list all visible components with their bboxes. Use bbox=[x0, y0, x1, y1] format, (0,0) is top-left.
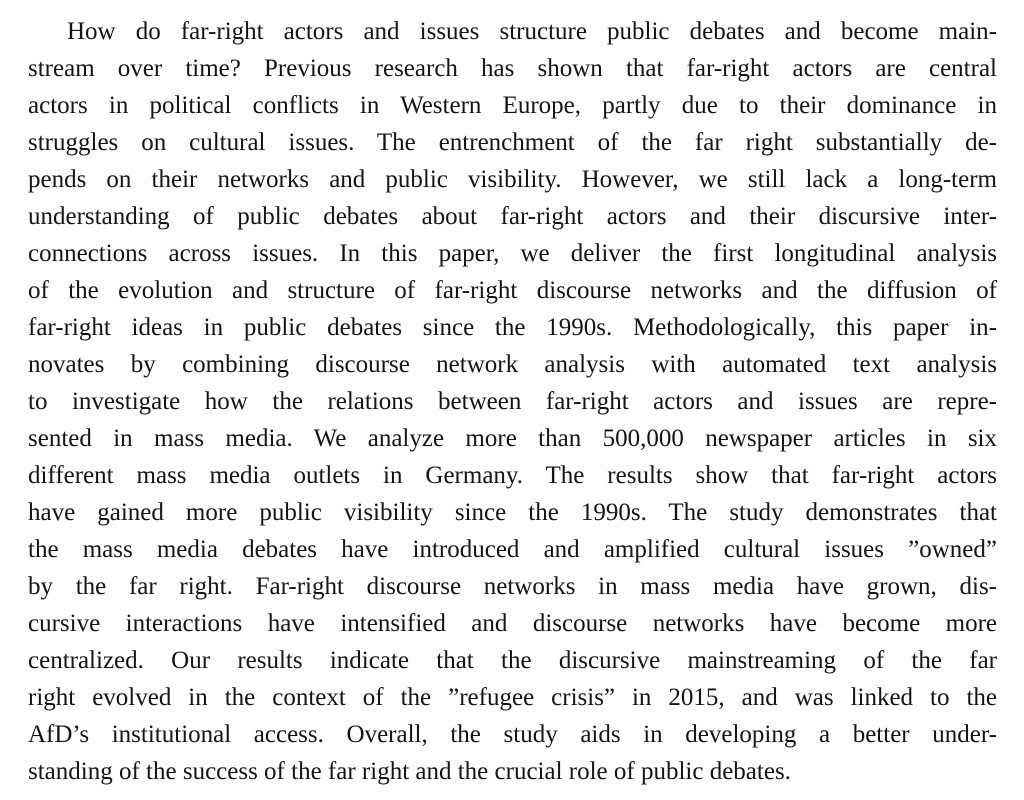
abstract-line: actors in political conflicts in Western Europe, partly due to their dominance in bbox=[28, 92, 997, 119]
abstract-line: far-right ideas in public debates since the 1990s. Methodologically, this paper in- bbox=[28, 314, 997, 341]
abstract-line: pends on their networks and public visibility. However, we still lack a long-term bbox=[28, 166, 997, 193]
abstract-line: stream over time? Previous research has shown that far-right actors are central bbox=[28, 55, 997, 82]
abstract-line: standing of the success of the far right and the crucial role of public debates. bbox=[28, 758, 791, 785]
abstract-line: right evolved in the context of the ”refugee crisis” in 2015, and was linked to the bbox=[28, 684, 997, 711]
abstract-line: novates by combining discourse network analysis with automated text analysis bbox=[28, 351, 997, 378]
abstract-paragraph bbox=[28, 13, 997, 790]
abstract-line: by the far right. Far-right discourse networks in mass media have grown, dis- bbox=[28, 573, 997, 600]
abstract-line: cursive interactions have intensified and discourse networks have become more bbox=[28, 610, 997, 637]
abstract-line: AfD’s institutional access. Overall, the study aids in developing a better under- bbox=[28, 721, 997, 748]
abstract-line: How do far-right actors and issues structure public debates and become main- bbox=[67, 18, 997, 45]
abstract-line: connections across issues. In this paper, we deliver the first longitudinal analysis bbox=[28, 240, 997, 267]
abstract-line: sented in mass media. We analyze more than 500,000 newspaper articles in six bbox=[28, 425, 997, 452]
abstract-line: the mass media debates have introduced and amplified cultural issues ”owned” bbox=[28, 536, 997, 563]
abstract-line: to investigate how the relations between far-right actors and issues are repre- bbox=[28, 388, 997, 415]
abstract-line: centralized. Our results indicate that the discursive mainstreaming of the far bbox=[28, 647, 997, 674]
abstract-line: of the evolution and structure of far-right discourse networks and the diffusion of bbox=[28, 277, 997, 304]
abstract-line: understanding of public debates about far-right actors and their discursive inter- bbox=[28, 203, 997, 230]
abstract-line: different mass media outlets in Germany. The results show that far-right actors bbox=[28, 462, 997, 489]
abstract-line: struggles on cultural issues. The entrenchment of the far right substantially de- bbox=[28, 129, 997, 156]
abstract-line: have gained more public visibility since the 1990s. The study demonstrates that bbox=[28, 499, 997, 526]
